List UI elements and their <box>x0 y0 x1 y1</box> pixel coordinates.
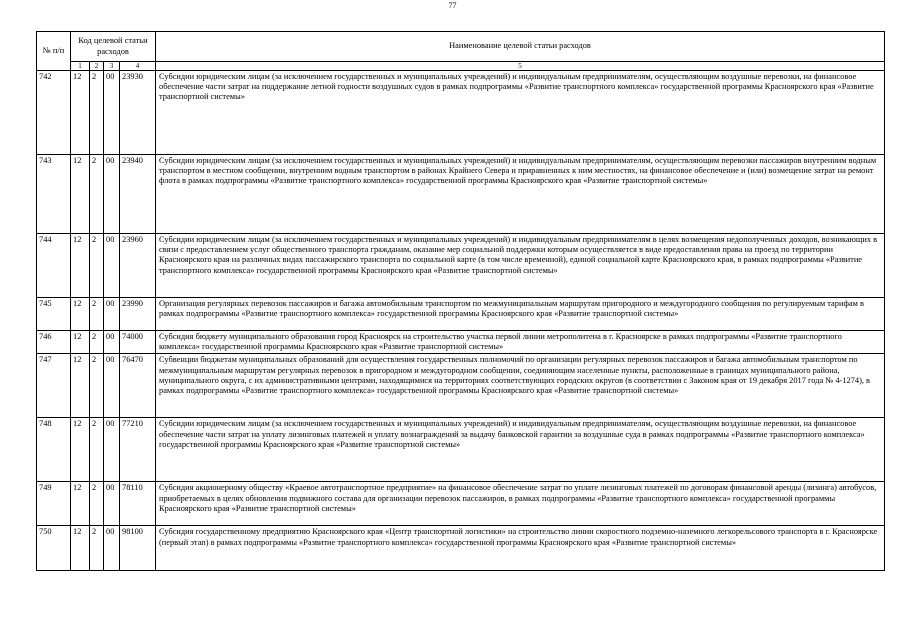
code-1: 12 <box>71 331 90 354</box>
code-3: 00 <box>104 482 120 526</box>
code-1: 12 <box>71 155 90 234</box>
row-num: 748 <box>37 418 71 482</box>
code-3: 00 <box>104 298 120 331</box>
code-4: 23960 <box>120 234 156 298</box>
row-name: Субсидии юридическим лицам (за исключением государственных и муниципальных учреждений) и индивидуальным предпринимателям, осуществляющим воздушные перевозки, на финансовое обеспечение части затрат на уплату лизинговых платежей и уплату вознаграждений за выдачу банковской гарантии за воздушные суда в рамках подпрограммы «Развитие транспортного комплекса» государственной программы Красноярского края «Развитие транспортной системы» <box>156 418 885 482</box>
header-num: № п/п <box>37 32 71 71</box>
table-row <box>37 234 885 298</box>
row-name: Субсидия государственному предприятию Красноярского края «Центр транспортной логистики» на строительство линии скоростного подземно-наземного легкорельсового транспорта в г. Красноярске (первый этап) в рамках подпрограммы «Развитие транспортного комплекса» государственной программы Красноярского края «Развитие транспортной системы» <box>156 526 885 571</box>
code-2: 2 <box>90 155 104 234</box>
code-3: 00 <box>104 354 120 418</box>
code-2: 2 <box>90 482 104 526</box>
code-3: 00 <box>104 71 120 155</box>
header-sub-4: 4 <box>120 62 156 71</box>
code-2: 2 <box>90 418 104 482</box>
code-4: 23930 <box>120 71 156 155</box>
code-1: 12 <box>71 71 90 155</box>
code-4: 98100 <box>120 526 156 571</box>
code-4: 77210 <box>120 418 156 482</box>
table-row <box>37 71 885 155</box>
code-1: 12 <box>71 482 90 526</box>
code-3: 00 <box>104 331 120 354</box>
row-name: Субсидии юридическим лицам (за исключением государственных и муниципальных учреждений) и индивидуальным предпринимателям, осуществляющим перевозки пассажиров внутренним водным транспортом в местном сообщении, внутренним водным транспортом в районах Крайнего Севера и приравненных к ним местностях, на финансовое обеспечение и (или) возмещение затрат на ремонт флота в рамках подпрограммы «Развитие транспортного комплекса» государственной программы Красноярского края «Развитие транспортной системы» <box>156 155 885 234</box>
code-2: 2 <box>90 298 104 331</box>
row-name: Субсидия акционерному обществу «Краевое автотранспортное предприятие» на финансовое обеспечение затрат по уплате лизинговых платежей по договорам финансовой аренды (лизинга) автобусов, приобретаемых в целях обновления подвижного состава для организации перевозок пассажиров, в рамках подпрограммы «Развитие транспортного комплекса» государственной программы Красноярского края «Развитие транспортной системы» <box>156 482 885 526</box>
code-4: 74000 <box>120 331 156 354</box>
code-4: 23990 <box>120 298 156 331</box>
code-1: 12 <box>71 418 90 482</box>
table-row <box>37 354 885 418</box>
row-num: 749 <box>37 482 71 526</box>
code-4: 76470 <box>120 354 156 418</box>
row-num: 746 <box>37 331 71 354</box>
row-name: Организация регулярных перевозок пассажиров и багажа автомобильным транспортом по межмуниципальным маршрутам пригородного и междугородного сообщения по регулируемым тарифам в рамках подпрограммы «Развитие транспортного комплекса» государственной программы Красноярского края «Развитие транспортной системы» <box>156 298 885 331</box>
row-name: Субсидии юридическим лицам (за исключением государственных и муниципальных учреждений) и индивидуальным предпринимателям, осуществляющим воздушные перевозки, на финансовое обеспечение части затрат на поддержание летной годности воздушных судов в рамках подпрограммы «Развитие транспортного комплекса» государственной программы Красноярского края «Развитие транспортной системы» <box>156 71 885 155</box>
budget-table <box>36 31 885 571</box>
row-num: 747 <box>37 354 71 418</box>
code-2: 2 <box>90 354 104 418</box>
code-2: 2 <box>90 526 104 571</box>
page-number: 77 <box>448 1 457 10</box>
table-row <box>37 418 885 482</box>
code-3: 00 <box>104 155 120 234</box>
row-num: 744 <box>37 234 71 298</box>
table-row <box>37 331 885 354</box>
code-2: 2 <box>90 71 104 155</box>
header-name: Наименование целевой статьи расходов <box>156 32 885 62</box>
code-3: 00 <box>104 526 120 571</box>
code-1: 12 <box>71 234 90 298</box>
code-1: 12 <box>71 526 90 571</box>
code-4: 78110 <box>120 482 156 526</box>
row-name: Субвенции бюджетам муниципальных образований для осуществления государственных полномочий по организации регулярных перевозок пассажиров и багажа автомобильным транспортом по межмуниципальным маршрутам регулярных перевозок в пригородном и междугородном сообщении, соединяющим населенные пункты, расположенные в границах муниципального района, муниципального округа, с их административными центрами, находящимися на территориях соответствующих городских округов (в соответствии с Законом края от 19 декабря 2017 года № 4-1274), в рамках подпрограммы «Развитие транспортного комплекса» государственной программы Красноярского края «Развитие транспортной системы» <box>156 354 885 418</box>
row-num: 742 <box>37 71 71 155</box>
table-row <box>37 155 885 234</box>
header-sub-1: 1 <box>71 62 90 71</box>
row-num: 745 <box>37 298 71 331</box>
code-4: 23940 <box>120 155 156 234</box>
table-row <box>37 526 885 571</box>
header-sub-3: 3 <box>104 62 120 71</box>
code-2: 2 <box>90 331 104 354</box>
row-name: Субсидия бюджету муниципального образования город Красноярск на строительство участка первой линии метрополитена в г. Красноярске в рамках подпрограммы «Развитие транспортного комплекса» государственной программы Красноярского края «Развитие транспортной системы» <box>156 331 885 354</box>
table-row <box>37 482 885 526</box>
header-code-group: Код целевой статьи расходов <box>71 32 156 62</box>
row-num: 743 <box>37 155 71 234</box>
header-sub-2: 2 <box>90 62 104 71</box>
code-1: 12 <box>71 354 90 418</box>
row-num: 750 <box>37 526 71 571</box>
code-1: 12 <box>71 298 90 331</box>
header-sub-5: 5 <box>156 62 885 71</box>
code-2: 2 <box>90 234 104 298</box>
code-3: 00 <box>104 418 120 482</box>
table-row <box>37 298 885 331</box>
code-3: 00 <box>104 234 120 298</box>
row-name: Субсидии юридическим лицам (за исключением государственных и муниципальных учреждений) и индивидуальным предпринимателям в целях возмещения недополученных доходов, возникающих в связи с предоставлением услуг общественного транспорта гражданам, оказание мер социальной поддержки которым осуществляется в виде предоставления права на проезд по территории Красноярского края на различных видах пассажирского транспорта по социальной карте (в том числе временной), единой социальной карте Красноярского края, в рамках подпрограммы «Развитие транспортного комплекса» государственной программы Красноярского края «Развитие транспортной системы» <box>156 234 885 298</box>
